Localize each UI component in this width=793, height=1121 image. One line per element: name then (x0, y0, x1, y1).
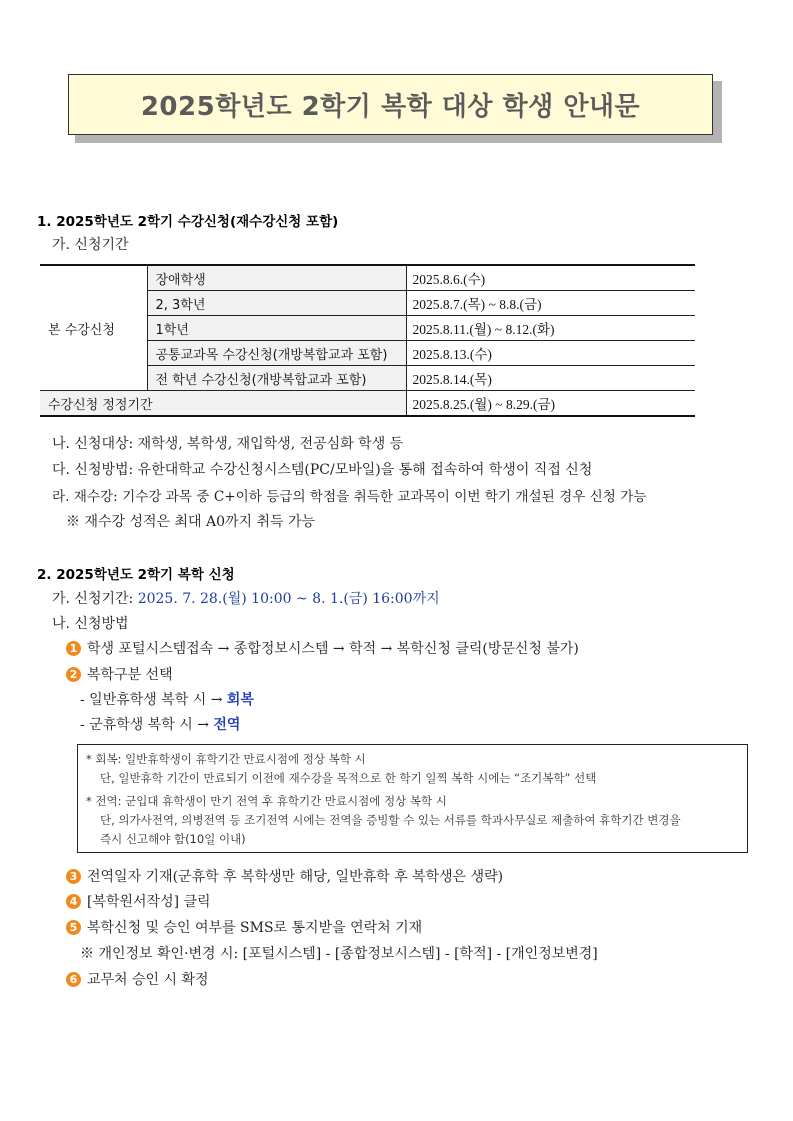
choice-general (80, 689, 254, 709)
row-label: 전 학년 수강신청(개방복합교과 포함) (147, 366, 406, 391)
apply-period (52, 588, 440, 608)
step-text: 교무처 승인 시 확정 (87, 972, 209, 988)
group-label: 본 수강신청 (40, 265, 147, 391)
correction-label: 수강신청 정정기간 (40, 391, 406, 417)
step-text: 복학신청 및 승인 여부를 SMS로 통지받을 연락처 기재 (87, 920, 423, 936)
section1-sub-d: 라. 재수강: 기수강 과목 중 C+이하 등급의 학점을 취득한 교과목이 이번 학기 개설된 경우 신청 가능 (52, 489, 647, 505)
section1-sub-a: 가. 신청기간 (52, 237, 129, 253)
row-date: 2025.8.14.(목) (406, 366, 695, 391)
step-number-badge: 2 (66, 667, 81, 682)
note-line: 단, 일반휴학 기간이 만료되기 이전에 재수강을 목적으로 한 학기 일찍 복학 시에는 “조기복학” 선택 (100, 771, 597, 785)
step-1 (66, 638, 579, 658)
step-text: 복학구분 선택 (87, 667, 173, 683)
step-6 (66, 969, 209, 989)
choice-general-prefix: - 일반휴학생 복학 시 → (80, 692, 227, 708)
step-number-badge: 1 (66, 641, 81, 656)
step-3 (66, 866, 503, 886)
row-date: 2025.8.7.(목) ~ 8.8.(금) (406, 291, 695, 316)
choice-military (80, 714, 240, 734)
page-title: 2025학년도 2학기 복학 대상 학생 안내문 (68, 74, 713, 135)
step-4 (66, 891, 211, 911)
choice-general-value: 회복 (226, 692, 254, 708)
step-5-note: ※ 개인정보 확인·변경 시: [포털시스템] - [종합정보시스템] - [학적] - [개인정보변경] (80, 946, 598, 962)
section2-heading: 2. 2025학년도 2학기 복학 신청 (37, 567, 235, 583)
choice-military-value: 전역 (213, 717, 241, 733)
apply-period-value: 2025. 7. 28.(월) 10:00 ~ 8. 1.(금) 16:00까지 (137, 591, 440, 607)
note-box (77, 744, 748, 853)
note-line: 즉시 신고해야 함(10일 이내) (100, 832, 246, 846)
step-text: [복학원서작성] 클릭 (87, 894, 211, 910)
note-line: 단, 의가사전역, 의병전역 등 조기전역 시에는 전역을 증빙할 수 있는 서류를 학과사무실로 제출하여 휴학기간 변경을 (100, 813, 681, 827)
step-number-badge: 5 (66, 920, 81, 935)
step-number-badge: 6 (66, 972, 81, 987)
row-date: 2025.8.13.(수) (406, 341, 695, 366)
step-number-badge: 4 (66, 894, 81, 909)
step-5 (66, 917, 422, 937)
step-2 (66, 664, 173, 684)
row-label: 1학년 (147, 316, 406, 341)
schedule-table (40, 264, 695, 417)
row-label: 장애학생 (147, 265, 406, 291)
step-number-badge: 3 (66, 869, 81, 884)
row-date: 2025.8.6.(수) (406, 265, 695, 291)
table-row (40, 391, 695, 417)
row-label: 공통교과목 수강신청(개방복합교과 포함) (147, 341, 406, 366)
row-date: 2025.8.11.(월) ~ 8.12.(화) (406, 316, 695, 341)
note-line: * 회복: 일반휴학생이 휴학기간 만료시점에 정상 복학 시 (86, 752, 366, 766)
step-text: 전역일자 기재(군휴학 후 복학생만 해당, 일반휴학 후 복학생은 생략) (87, 869, 504, 885)
choice-military-prefix: - 군휴학생 복학 시 → (80, 717, 214, 733)
row-label: 2, 3학년 (147, 291, 406, 316)
step-text: 학생 포털시스템접속 → 종합정보시스템 → 학적 → 복학신청 클릭(방문신청 불가) (87, 641, 579, 657)
apply-period-label: 가. 신청기간: (52, 591, 138, 607)
section1-sub-c: 다. 신청방법: 유한대학교 수강신청시스템(PC/모바일)을 통해 접속하여 학생이 직접 신청 (52, 462, 593, 478)
section1-heading: 1. 2025학년도 2학기 수강신청(재수강신청 포함) (37, 214, 339, 230)
correction-date: 2025.8.25.(월) ~ 8.29.(금) (406, 391, 695, 417)
section1-sub-b: 나. 신청대상: 재학생, 복학생, 재입학생, 전공심화 학생 등 (52, 436, 404, 452)
method-label: 나. 신청방법 (52, 616, 129, 632)
section1-sub-d-note: ※ 재수강 성적은 최대 A0까지 취득 가능 (66, 514, 316, 530)
table-row (40, 265, 695, 291)
note-line: * 전역: 군입대 휴학생이 만기 전역 후 휴학기간 만료시점에 정상 복학 시 (86, 794, 447, 808)
